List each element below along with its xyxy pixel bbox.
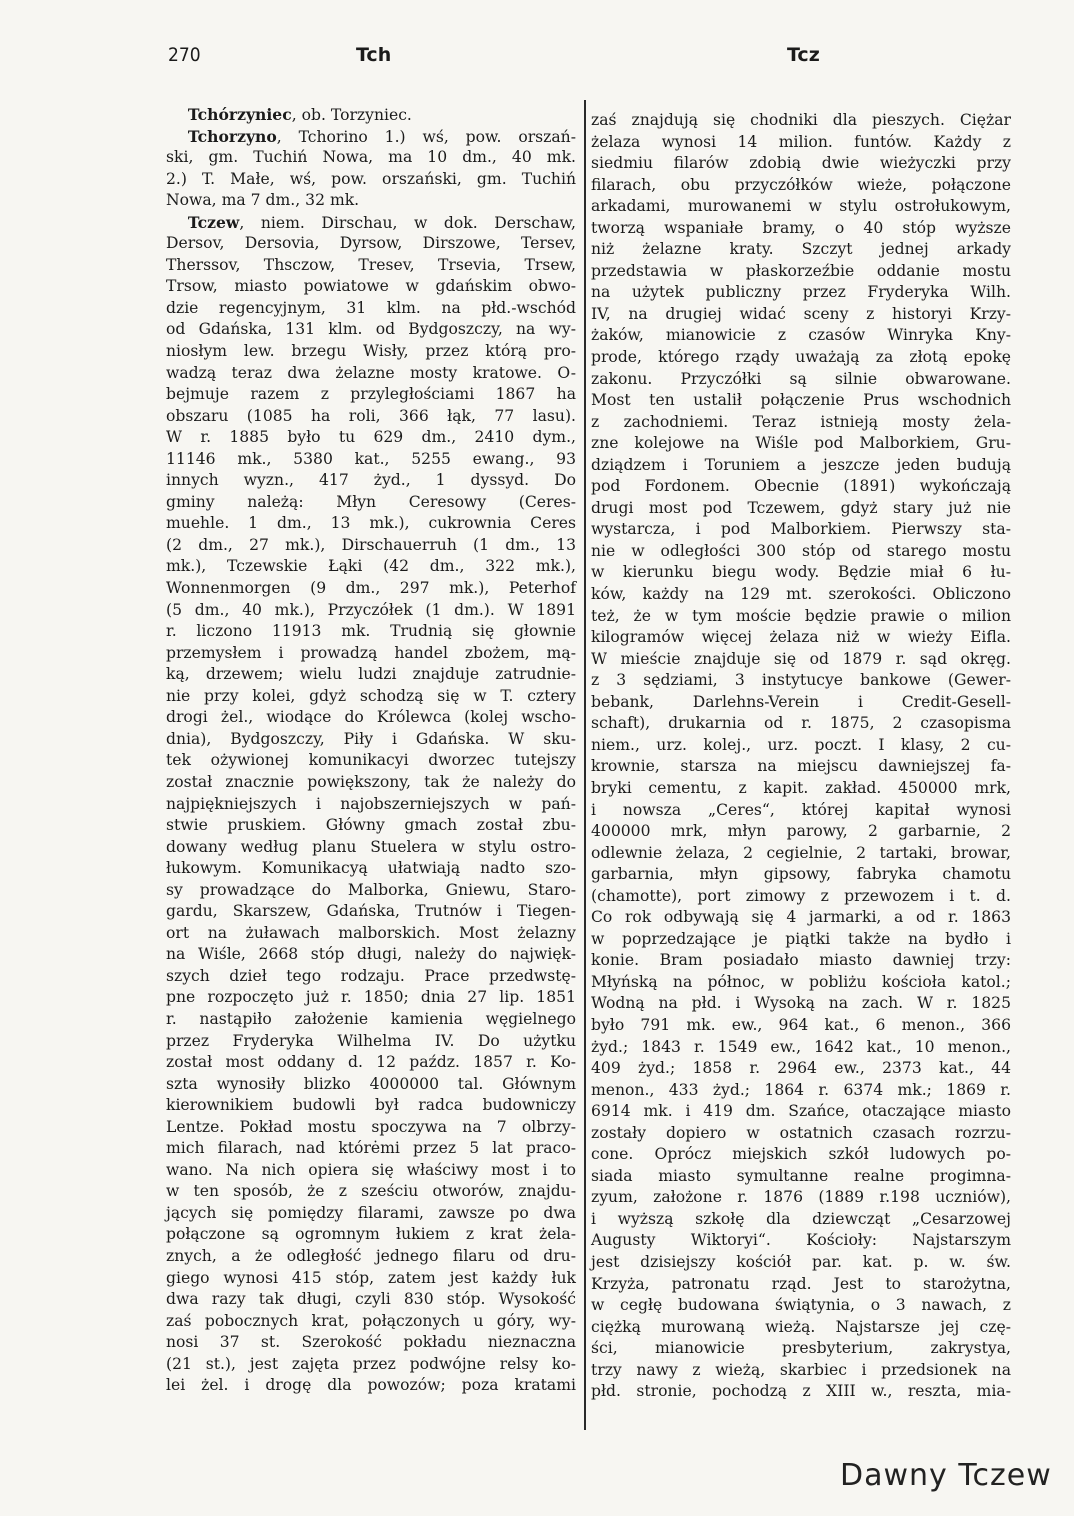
text-line: trzy nawy z wieżą, skarbiec i przedsionek na: [591, 1360, 1011, 1379]
text-line: IV, na drugiej widać sceny z historyi Krzy-: [591, 304, 1011, 323]
text-line: obszaru (1085 ha roli, 366 łąk, 77 lasu).: [166, 406, 576, 425]
text-line: mich filarach, nad którėmi przez 5 lat praco-: [166, 1139, 576, 1158]
text-line: na Wiśle, 2668 stóp długi, należy do najwięk-: [166, 945, 576, 964]
text-line: dwa razy tak długi, czyli 830 stóp. Wysokość: [166, 1290, 576, 1309]
text-line: zne kolejowe na Wiśle pod Malborkiem, Gru-: [591, 434, 1011, 453]
watermark-label: Dawny Tczew: [840, 1458, 1052, 1493]
text-line: krownie, starsza na miejscu dawniejszej fa-: [591, 757, 1011, 776]
text-line: Tchórzyniec, ob. Torzyniec.: [187, 105, 412, 124]
text-line: lei żel. i drogę dla powozów; poza kratami: [166, 1376, 576, 1395]
text-line: tworzą wspaniałe bramy, o 40 stóp wyższe: [591, 218, 1011, 237]
text-line: W mieście znajduje się od 1879 r. sąd okręg.: [591, 649, 1011, 668]
text-line: połączone są ogromnym łukiem z krat żela-: [166, 1225, 576, 1244]
text-line: też, że w tym moście będzie prawie o milion: [591, 606, 1011, 625]
text-line: Tczew, niem. Dirschau, w dok. Derschaw,: [187, 212, 576, 232]
text-line: Nowa, ma 7 dm., 32 mk.: [166, 191, 360, 210]
text-line: zaś pobocznych krat, połączonych u góry, wy-: [166, 1311, 576, 1330]
text-line: w kierunku biegu wody. Będzie miał 6 łu-: [591, 563, 1011, 582]
column-divider: [584, 100, 586, 1430]
text-line: z zachodniemi. Teraz istnieją mosty żela-: [591, 412, 1011, 431]
text-line: niem., urz. kolej., urz. poczt. I klasy, 2 cu-: [591, 735, 1011, 754]
text-line: prode, którego rządy uważają za złotą epokę: [591, 348, 1011, 367]
text-line: w ten sposób, że z sześciu otworów, znajdu-: [166, 1182, 576, 1201]
text-line: innych wyzn., 417 żyd., 1 dyssyd. Do: [166, 471, 576, 490]
text-line: nie przy kolei, gdyż schodzą się w T. cztery: [166, 686, 576, 705]
text-line: (5 dm., 40 mk.), Przyczółek (1 dm.). W 1891: [166, 600, 576, 619]
text-line: żelaza wynosi 14 milion. funtów. Każdy z: [591, 132, 1011, 151]
text-line: szta wynosiły blizko 4000000 tal. Głównym: [166, 1074, 576, 1093]
text-line: filarach, obu przyczółków wieże, połączone: [591, 175, 1011, 194]
text-line: stwie pruskiem. Główny gmach został zbu-: [166, 816, 576, 835]
text-line: od Gdańska, 131 klm. od Bydgoszczy, na wy-: [166, 320, 576, 339]
page-number: 270: [168, 44, 201, 66]
text-line: dowany według planu Stuelera w stylu ostro-: [166, 837, 576, 856]
text-line: z 3 sędziami, 3 instytucye bankowe (Gewer-: [591, 671, 1011, 690]
text-line: łukowym. Komunikacyą ułatwiają nadto szo-: [166, 859, 576, 878]
text-line: niosłym lew. brzegu Wisły, przez którą pro-: [166, 342, 576, 361]
text-line: przemysłem i prowadzą handel zbożem, mą-: [166, 643, 576, 662]
text-line: wadzą teraz dwa żelazne mosty kratowe. O-: [166, 363, 576, 382]
text-line: Co rok odbywają się 4 jarmarki, a od r. 1863: [591, 908, 1011, 927]
left-column: [166, 104, 576, 1397]
text-line: żyd.; 1843 r. 1549 ew., 1642 kat., 10 menon.,: [591, 1037, 1011, 1056]
text-line: Krzyża, patronatu rząd. Jest to starożytna,: [591, 1274, 1011, 1293]
text-line: bryki cementu, z kapit. zakład. 450000 mrk,: [591, 778, 1011, 797]
text-line: Lentze. Pokład mostu spoczywa na 7 olbrzy-: [166, 1117, 576, 1136]
text-line: r. liczono 11913 mk. Trudnią się głownie: [166, 622, 576, 641]
text-line: siada miasto symultanne realne progimna-: [591, 1166, 1011, 1185]
right-running-head: Tcz: [787, 44, 820, 66]
text-line: został znacznie powiększony, tak że należy do: [166, 772, 576, 791]
text-line: i nowsza „Ceres“, której kapitał wynosi: [591, 800, 1011, 819]
text-line: zakonu. Przyczółki są silnie obwarowane.: [591, 369, 1011, 388]
text-line: Wonnenmorgen (9 dm., 297 mk.), Peterhof: [166, 579, 576, 598]
text-line: gminy należą: Młyn Ceresowy (Ceres-: [166, 492, 576, 511]
text-line: mk.), Tczewskie Łąki (42 dm., 322 mk.),: [166, 557, 576, 576]
text-line: schaft), drukarnia od r. 1875, 2 czasopisma: [591, 714, 1011, 733]
text-line: drogi żel., wiodące do Królewca (kolej wscho-: [166, 708, 576, 727]
headword: Tchorzyno: [187, 126, 277, 146]
text-line: najpiękniejszych i najobszerniejszych w pań-: [166, 794, 576, 813]
text-line: przez Fryderyka Wilhelma IV. Do użytku: [166, 1031, 576, 1050]
text-line: płd. stronie, pochodzą z XIII w., reszta, mia-: [591, 1382, 1011, 1401]
text-line: było 791 mk. ew., 964 kat., 6 menon., 366: [591, 1015, 1011, 1034]
text-line: arkadami, murowanemi w stylu ostrołukowym,: [591, 197, 1011, 216]
text-line: znych, a że odległość jednego filaru od dru-: [166, 1246, 576, 1265]
headword: Tczew: [187, 212, 240, 232]
text-line: drugi most pod Tczewem, gdyż stary już nie: [591, 498, 1011, 517]
text-line: zostały dopiero w ostatnich czasach rozrzu-: [591, 1123, 1011, 1142]
text-line: Tchorzyno, Tchorino 1.) wś, pow. orszań-: [187, 126, 576, 146]
text-line: dziądzem i Toruniem a jeszcze jeden budują: [591, 455, 1011, 474]
text-line: w poprzedzające je piątki także na bydło i: [591, 929, 1011, 948]
text-line: siedmiu filarów zdobią dwie wieżyczki przy: [591, 154, 1011, 173]
text-line: gardu, Skarszew, Gdańska, Trutnów i Tiegen-: [166, 902, 576, 921]
text-line: bebank, Darlehns-Verein i Credit-Gesell-: [591, 692, 1011, 711]
text-line: zyum, założone r. 1876 (1889 r.198 uczniów),: [591, 1188, 1011, 1207]
text-line: Młyńską na północ, w pobliżu kościoła katol.;: [591, 972, 1011, 991]
text-line: W r. 1885 było tu 629 dm., 2410 dym.,: [166, 428, 576, 447]
text-line: został most oddany d. 12 paźdz. 1857 r. Ko-: [166, 1053, 576, 1072]
text-line: (2 dm., 27 mk.), Dirschauerruh (1 dm., 13: [166, 535, 576, 554]
text-line: (chamotte), port zimowy z przewozem i t. d.: [591, 886, 1011, 905]
text-line: ką, drzewem; wielu ludzi znajduje zatrudnie-: [166, 665, 576, 684]
text-line: ski, gm. Tuchiń Nowa, ma 10 dm., 40 mk.: [166, 148, 576, 167]
text-line: kilogramów więcej żelaza niż w wieży Eifla.: [591, 628, 1011, 647]
text-line: sy prowadzące do Malborka, Gniewu, Staro-: [166, 880, 576, 899]
text-line: i wyższą szkołę dla dziewcząt „Cesarzowej: [591, 1209, 1011, 1228]
text-line: odlewnie żelaza, 2 cegielnie, 2 tartaki, browar,: [591, 843, 1011, 862]
text-line: w cegłę budowana świątynia, o 3 nawach, z: [591, 1296, 1011, 1315]
text-line: ści, mianowicie presbyterium, zakrystya,: [591, 1339, 1011, 1358]
text-line: szych dzieł tego rodzaju. Prace przedwstę-: [166, 966, 576, 985]
text-line: jest dzisiejszy kościół par. kat. p. w. św.: [591, 1252, 1011, 1271]
headword: Tchórzyniec: [187, 105, 292, 124]
text-line: 409 żyd.; 1858 r. 2964 ew., 2373 kat., 44: [591, 1059, 1011, 1078]
text-line: ort na żuławach malborskich. Most żelazny: [166, 923, 576, 942]
text-line: ciężką murowaną wieżą. Najstarsze jej czę-: [591, 1317, 1011, 1336]
right-column: [591, 110, 1011, 1403]
text-line: (21 st.), jest zajęta przez podwójne relsy ko-: [166, 1354, 576, 1373]
text-line: nie w odległości 300 stóp od starego mostu: [591, 541, 1011, 560]
text-line: jących się pomiędzy filarami, zawsze po dwa: [166, 1203, 576, 1222]
text-line: Therssov, Thsczow, Tresev, Trsevia, Trsew,: [166, 255, 576, 274]
text-line: bejmuje razem z przyległościami 1867 ha: [166, 385, 576, 404]
text-line: garbarnia, młyn gipsowy, fabryka chamotu: [591, 865, 1011, 884]
text-line: giego wynosi 415 stóp, zatem jest każdy łuk: [166, 1268, 576, 1287]
text-line: Augusty Wiktoryi“. Kościoły: Najstarszym: [591, 1231, 1011, 1250]
text-line: Dersov, Dersovia, Dyrsow, Dirszowe, Tersev,: [166, 234, 576, 253]
text-line: 400000 mrk, młyn parowy, 2 garbarnie, 2: [591, 822, 1011, 841]
text-line: kierownikiem budowli był radca budowniczy: [166, 1096, 576, 1115]
text-line: na użytek publiczny przez Fryderyka Wilh.: [591, 283, 1011, 302]
text-line: nosi 37 st. Szerokość pokładu nieznaczna: [166, 1333, 576, 1352]
text-line: wano. Na nich opiera się właściwy most i to: [166, 1160, 576, 1179]
text-line: Most ten ustalił połączenie Prus wschodnich: [591, 391, 1011, 410]
text-line: ków, każdy na 129 mt. szerokości. Obliczono: [591, 585, 1011, 604]
text-line: tek ożywionej komunikacyi dworzec tutejszy: [166, 751, 576, 770]
text-line: wystarcza, i pod Malborkiem. Pierwszy sta-: [591, 520, 1011, 539]
text-line: r. nastąpiło założenie kamienia węgielnego: [166, 1009, 576, 1028]
text-line: 6914 mk. i 419 dm. Szańce, otaczające miasto: [591, 1102, 1011, 1121]
text-line: menon., 433 żyd.; 1864 r. 6374 mk.; 1869 r.: [591, 1080, 1011, 1099]
text-line: 11146 mk., 5380 kat., 5255 ewang., 93: [166, 449, 576, 468]
left-running-head: Tch: [356, 44, 392, 66]
text-line: niż żelazne kraty. Szczyt jednej arkady: [591, 240, 1011, 259]
text-line: żaków, mianowicie z czasów Winryka Kny-: [591, 326, 1011, 345]
text-line: pne rozpoczęto już r. 1850; dnia 27 lip. 1851: [166, 988, 576, 1007]
text-line: muehle. 1 dm., 13 mk.), cukrownia Ceres: [166, 514, 576, 533]
text-line: 2.) T. Małe, wś, pow. orszański, gm. Tuchiń: [166, 169, 576, 188]
text-line: Trsow, miasto powiatowe w gdańskim obwo-: [166, 277, 576, 296]
text-line: przedstawia w płaskorzeźbie oddanie mostu: [591, 261, 1011, 280]
text-line: konie. Bram posiadało miasto dawniej trzy:: [591, 951, 1011, 970]
text-line: dzie regencyjnym, 31 klm. na płd.-wschód: [166, 298, 576, 317]
text-line: zaś znajdują się chodniki dla pieszych. Ciężar: [591, 111, 1011, 129]
text-line: dnia), Bydgoszczy, Piły i Gdańska. W sku-: [166, 729, 576, 748]
text-line: pod Fordonem. Obecnie (1891) wykończają: [591, 477, 1011, 496]
text-line: Wodną na płd. i Wysoką na zach. W r. 1825: [591, 994, 1011, 1013]
text-line: cone. Oprócz miejskich szkół ludowych po-: [591, 1145, 1011, 1164]
